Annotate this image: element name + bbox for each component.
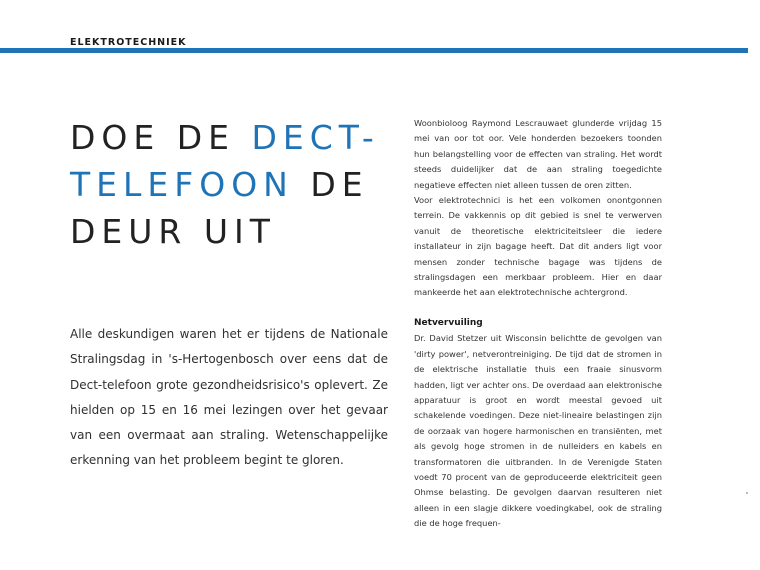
article-headline — [70, 114, 400, 255]
subheading-netvervuiling: Netvervuiling — [414, 317, 483, 328]
body-paragraph-1: Woonbioloog Raymond Lescrauwaet glunderde vrijdag 15 mei van oor tot oor. Vele honderden bezoekers toonden hun belangstelling voor de effecten van straling. Het wordt steeds duidelijker dat de aan straling toegedichte negatieve effecten niet alleen tussen de oren zitten. — [414, 118, 662, 190]
headline-part-1: DOE DE — [70, 118, 252, 157]
body-paragraph-2: Voor elektrotechnici is het een volkomen onontgonnen terrein. De vakkennis op dit gebied is snel te verwerven vanuit de theoretische elektriciteitsleer die iedere installateur in zijn bagage heeft. Dat dit anders ligt voor mensen zonder technische bagage was tijdens de stralingsdagen een merkbaar probleem. Hier en daar mankeerde het aan elektrotechnische achtergrond. — [414, 195, 662, 298]
headline-highlight-1: DECT- — [251, 118, 380, 157]
headline-part-3: DEUR UIT — [70, 212, 276, 251]
headline-part-2: DE — [293, 165, 369, 204]
header-rule — [0, 48, 748, 53]
margin-mark — [746, 492, 748, 494]
section-label: ELEKTROTECHNIEK — [70, 37, 187, 48]
lead-paragraph: Alle deskundigen waren het er tijdens de Nationale Stralingsdag in 's-Hertogenbosch over eens dat de Dect-telefoon grote gezondheidsrisico's oplevert. Ze hielden op 15 en 16 mei lezingen over het gevaar van een overmaat aan straling. Wetenschappelijke erkenning van het probleem begint te gloren. — [70, 327, 388, 468]
paragraph-gap — [414, 301, 662, 316]
body-column — [414, 116, 662, 532]
headline-highlight-2: TELEFOON — [70, 165, 294, 204]
body-paragraph-3: Dr. David Stetzer uit Wisconsin belichtte de gevolgen van 'dirty power', netverontreiniging. De tijd dat de stromen in de elektrische installatie thuis een fraaie sinusvorm hadden, ligt ver achter ons. De overdaad aan elektronische apparatuur is groot en wordt meestal gevoed uit schakelende voedingen. Deze niet-lineaire belastingen zijn de oorzaak van hogere harmonischen en transiënten, met als gevolg hoge stromen in de nulleiders en kabels en transformatoren die uitbranden. In de Verenigde Staten voedt 70 procent van de geproduceerde elektriciteit geen Ohmse belasting. De gevolgen daarvan resulteren niet alleen in een slagje dikkere voedingkabel, ook de straling die de hoge frequen- — [414, 333, 662, 529]
